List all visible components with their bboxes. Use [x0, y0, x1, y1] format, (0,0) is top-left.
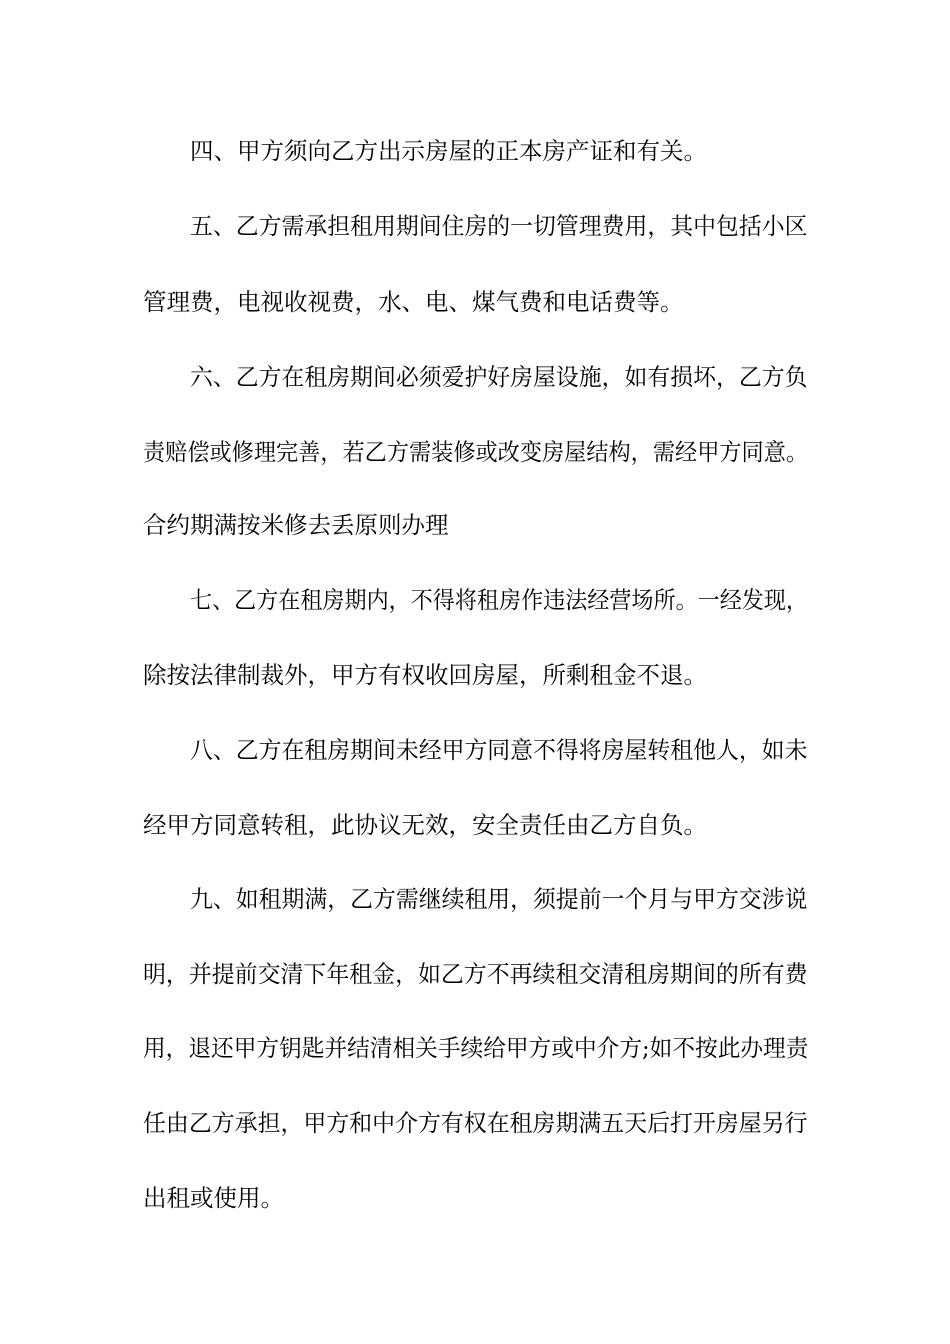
clause-7-line-2: 除按法律制裁外，甲方有权收回房屋，所剩租金不退。 — [143, 661, 707, 689]
clause-7-line-1: 七、乙方在租房期内，不得将租房作违法经营场所。一经发现， — [190, 586, 808, 614]
clause-9-line-3: 用，退还甲方钥匙并结清相关手续给甲方或中介方;如不按此办理责 — [143, 1034, 809, 1062]
clause-9-line-2: 明，并提前交清下年租金，如乙方不再续租交清租房期间的所有费 — [143, 960, 808, 988]
clause-8-line-1: 八、乙方在租房期间未经甲方同意不得将房屋转租他人，如未 — [190, 736, 808, 764]
clause-5-line-1: 五、乙方需承担租用期间住房的一切管理费用，其中包括小区 — [190, 212, 808, 240]
clause-8-line-2: 经甲方同意转租，此协议无效，安全责任由乙方自负。 — [143, 811, 707, 839]
clause-6-line-2: 责赔偿或修理完善，若乙方需装修或改变房屋结构，需经甲方同意。 — [143, 438, 809, 466]
clause-6-line-1: 六、乙方在租房期间必须爱护好房屋设施，如有损坏，乙方负 — [190, 363, 808, 391]
clause-4-line-1: 四、甲方须向乙方出示房屋的正本房产证和有关。 — [190, 137, 707, 165]
clause-9-line-1: 九、如租期满，乙方需继续租用，须提前一个月与甲方交涉说 — [190, 885, 808, 913]
clause-6-line-3: 合约期满按米修去丢原则办理 — [143, 511, 449, 539]
clause-9-line-5: 出租或使用。 — [143, 1184, 284, 1212]
clause-5-line-2: 管理费，电视收视费，水、电、煤气费和电话费等。 — [143, 288, 684, 316]
clause-9-line-4: 任由乙方承担，甲方和中介方有权在租房期满五天后打开房屋另行 — [143, 1109, 808, 1137]
